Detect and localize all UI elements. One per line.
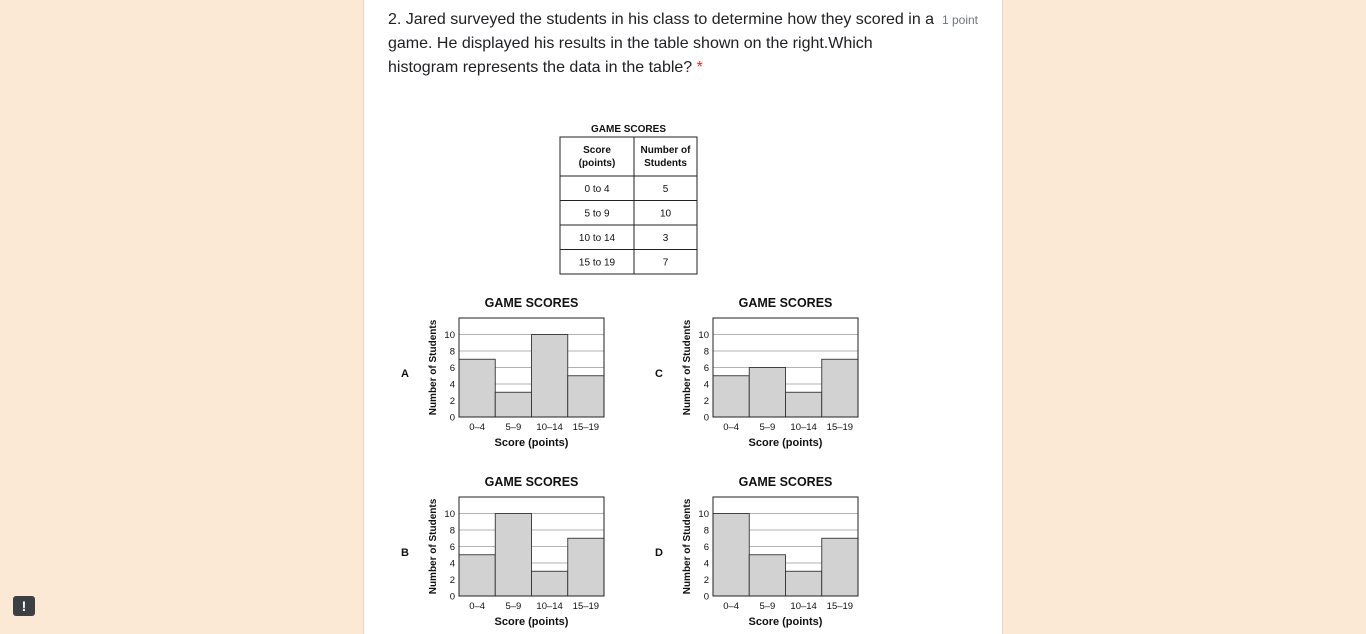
points-label: 1 point — [941, 13, 978, 27]
bar — [822, 359, 858, 417]
y-axis-label: Number of Students — [682, 319, 693, 416]
x-tick-label: 5–9 — [759, 601, 776, 612]
x-tick-label: 0–4 — [469, 422, 486, 433]
y-axis-label: Number of Students — [428, 498, 439, 595]
y-tick-label: 4 — [449, 379, 455, 391]
option-letter: C — [655, 368, 663, 380]
y-tick-label: 4 — [703, 558, 709, 570]
bar — [568, 376, 604, 417]
bar — [786, 571, 822, 596]
x-tick-label: 0–4 — [469, 601, 486, 612]
x-tick-label: 15–19 — [572, 422, 600, 433]
table-cell-count: 5 — [662, 184, 669, 195]
x-tick-label: 5–9 — [505, 422, 522, 433]
x-axis-label: Score (points) — [748, 437, 823, 449]
bar — [749, 555, 785, 596]
y-tick-label: 0 — [703, 591, 709, 603]
y-tick-label: 0 — [703, 412, 709, 424]
bar — [495, 514, 531, 597]
x-tick-label: 10–14 — [790, 422, 817, 433]
table-cell-score: 5 to 9 — [584, 208, 610, 220]
bar — [495, 392, 531, 417]
x-tick-label: 5–9 — [759, 422, 776, 433]
bar — [532, 335, 568, 418]
x-tick-label: 15–19 — [826, 601, 854, 612]
table-header-cell: Students — [644, 158, 687, 169]
y-tick-label: 8 — [703, 525, 709, 537]
y-tick-label: 6 — [703, 363, 709, 374]
y-tick-label: 10 — [444, 509, 455, 520]
y-tick-label: 8 — [449, 346, 455, 358]
table-cell-count: 7 — [662, 257, 669, 269]
y-tick-label: 0 — [449, 591, 455, 603]
bar — [459, 555, 495, 596]
y-tick-label: 2 — [703, 575, 709, 586]
y-tick-label: 6 — [449, 363, 455, 374]
x-tick-label: 10–14 — [536, 422, 563, 433]
y-tick-label: 4 — [449, 558, 455, 570]
y-tick-label: 10 — [444, 330, 455, 341]
y-tick-label: 0 — [449, 412, 455, 424]
y-tick-label: 10 — [698, 330, 709, 341]
x-tick-label: 15–19 — [572, 601, 600, 612]
table-header-cell: Number of — [640, 145, 691, 156]
table-cell-count: 3 — [662, 233, 669, 244]
table-cell-score: 0 to 4 — [584, 184, 610, 195]
y-tick-label: 6 — [703, 542, 709, 553]
bar — [532, 571, 568, 596]
chart-title: GAME SCORES — [484, 296, 579, 310]
question-text: 2. Jared surveyed the students in his class to determine how they scored in a game. He displayed his results in the table shown on the right.Which histogram represents the data in the table? — [388, 11, 935, 76]
chart-title: GAME SCORES — [484, 475, 579, 489]
y-tick-label: 2 — [449, 396, 455, 407]
x-axis-label: Score (points) — [494, 616, 569, 628]
bar — [822, 538, 858, 596]
y-axis-label: Number of Students — [428, 319, 439, 416]
question-image — [364, 0, 1004, 634]
table-header-cell: (points) — [578, 158, 616, 169]
option-letter: A — [401, 368, 409, 380]
y-tick-label: 4 — [703, 379, 709, 391]
required-asterisk: * — [696, 59, 703, 76]
x-tick-label: 0–4 — [723, 601, 740, 612]
y-tick-label: 10 — [698, 509, 709, 520]
table-title: GAME SCORES — [590, 124, 667, 135]
y-tick-label: 2 — [449, 575, 455, 586]
option-letter: B — [401, 547, 409, 559]
bar — [713, 514, 749, 597]
table-cell-count: 10 — [659, 208, 672, 220]
question-card — [363, 0, 1003, 634]
table-cell-score: 15 to 19 — [578, 257, 616, 269]
bar — [749, 368, 785, 418]
x-axis-label: Score (points) — [494, 437, 569, 449]
y-tick-label: 2 — [703, 396, 709, 407]
chart-title: GAME SCORES — [738, 475, 833, 489]
bar — [786, 392, 822, 417]
x-tick-label: 10–14 — [790, 601, 817, 612]
x-tick-label: 10–14 — [536, 601, 563, 612]
x-tick-label: 15–19 — [826, 422, 854, 433]
report-problem-icon[interactable]: ! — [13, 596, 35, 616]
bar — [459, 359, 495, 417]
table-cell-score: 10 to 14 — [578, 233, 616, 244]
y-tick-label: 6 — [449, 542, 455, 553]
chart-title: GAME SCORES — [738, 296, 833, 310]
table-header-cell: Score — [583, 145, 611, 156]
x-tick-label: 5–9 — [505, 601, 522, 612]
y-axis-label: Number of Students — [682, 498, 693, 595]
x-tick-label: 0–4 — [723, 422, 740, 433]
y-tick-label: 8 — [449, 525, 455, 537]
y-tick-label: 8 — [703, 346, 709, 358]
bar — [568, 538, 604, 596]
bar — [713, 376, 749, 417]
option-letter: D — [655, 547, 663, 559]
x-axis-label: Score (points) — [748, 616, 823, 628]
